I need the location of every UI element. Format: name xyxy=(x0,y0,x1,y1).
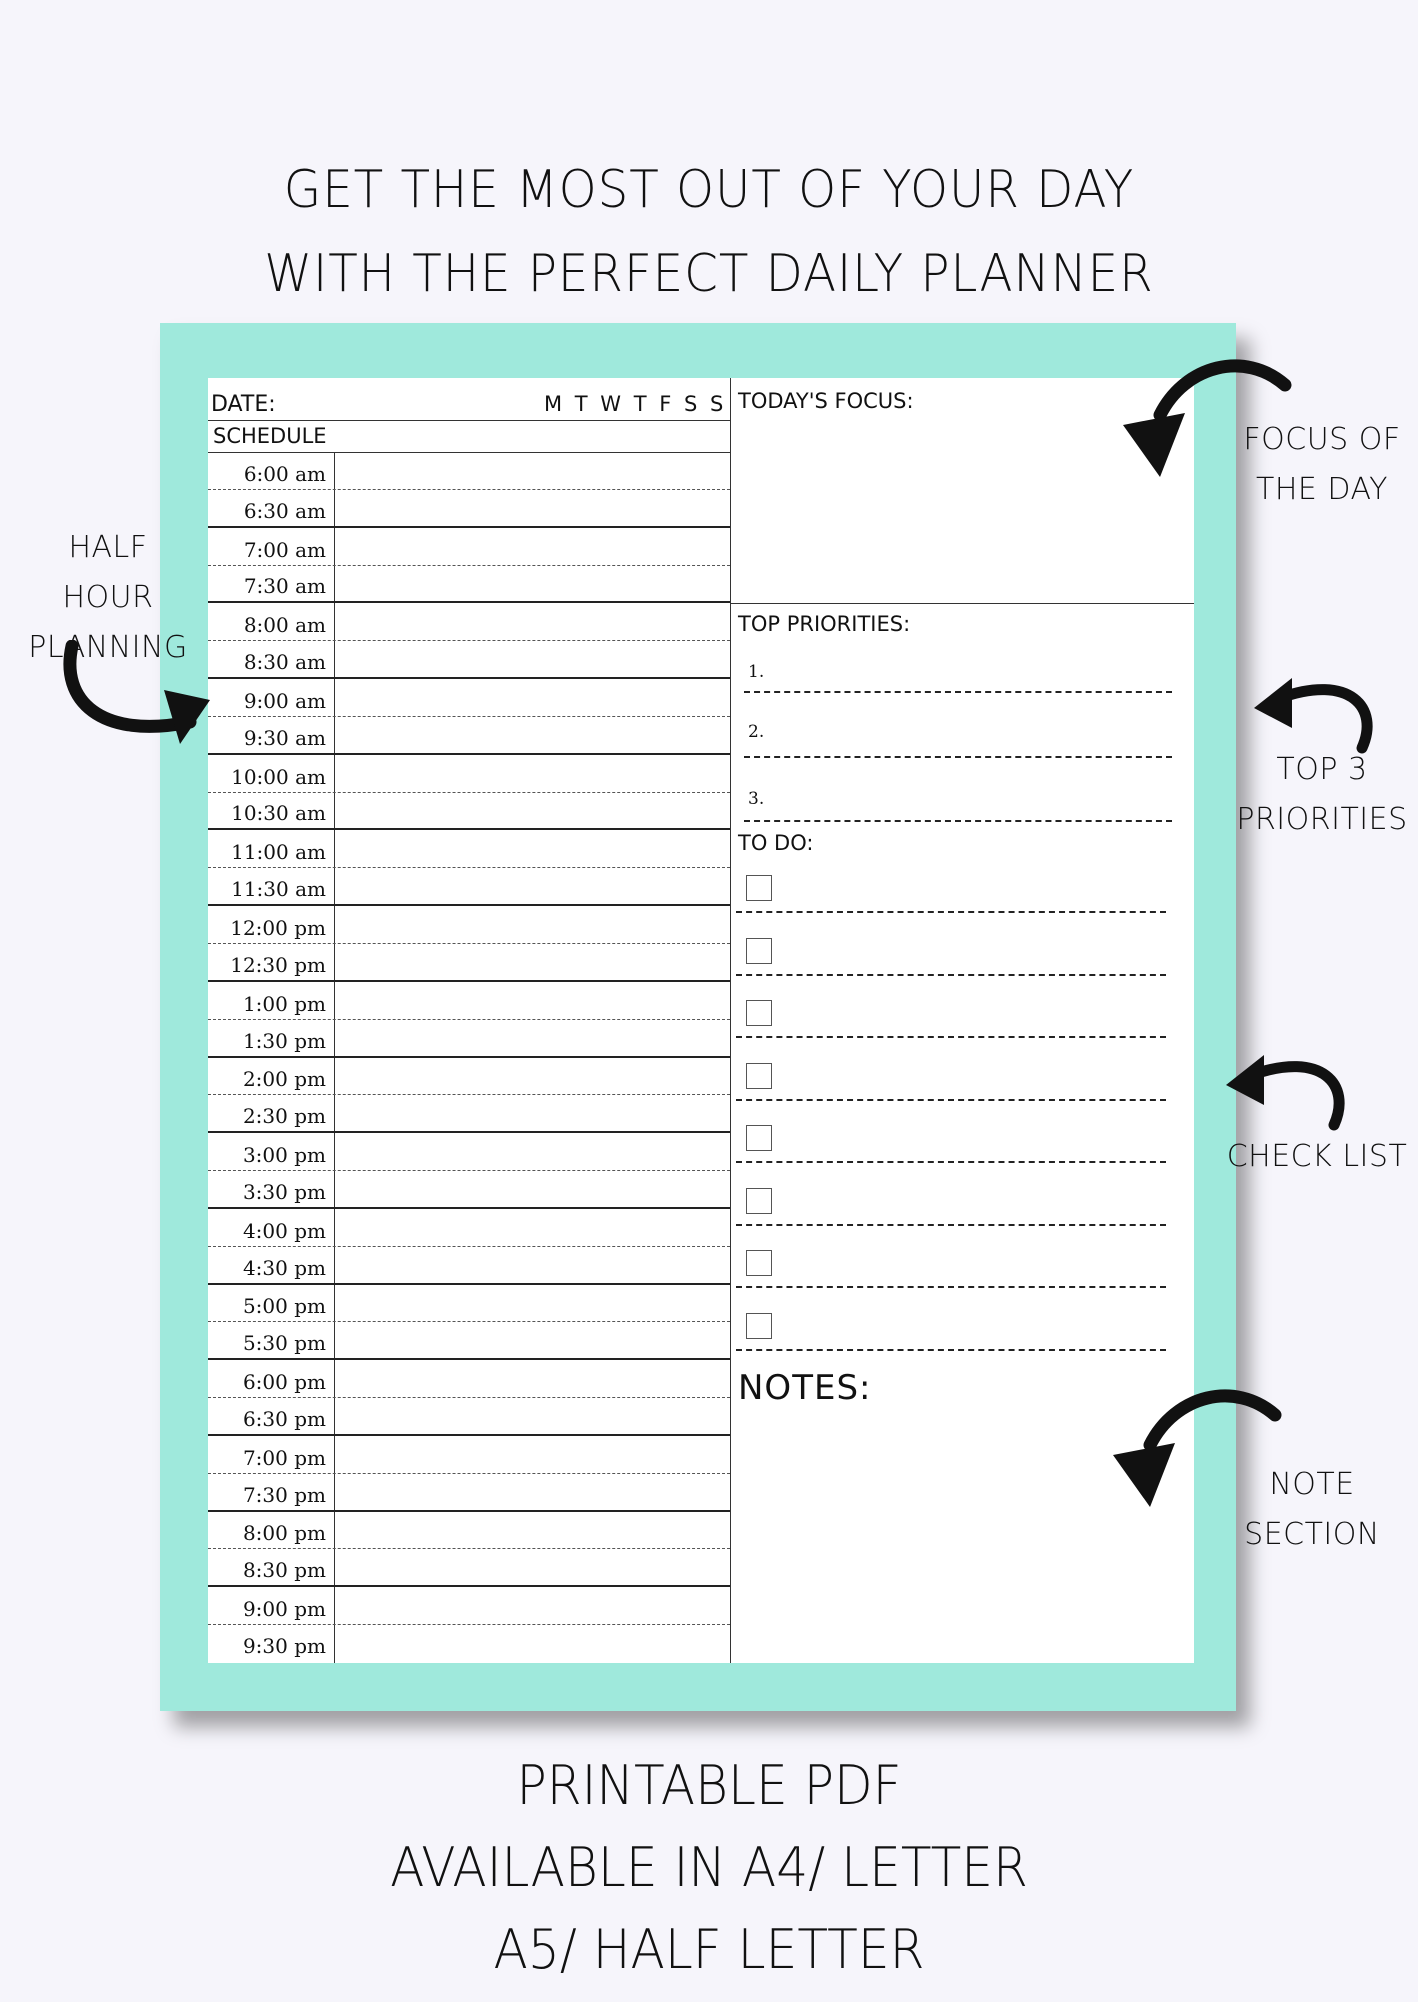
planner-frame xyxy=(160,323,1236,1711)
weekday-letters: M T W T F S S xyxy=(544,392,727,416)
time-label: 2:00 pm xyxy=(242,1067,326,1092)
time-label: 8:30 am xyxy=(243,650,326,675)
todo-line xyxy=(736,911,1166,913)
time-label: 8:00 pm xyxy=(242,1521,326,1546)
todo-line xyxy=(736,1349,1166,1351)
time-label: 3:00 pm xyxy=(242,1143,326,1168)
annotation-text: CHECK LIST xyxy=(1226,1139,1408,1174)
annotation-text: THE DAY xyxy=(1256,472,1388,507)
time-label: 6:30 am xyxy=(243,498,326,523)
headline-line-1: GET THE MOST OUT OF YOUR DAY xyxy=(283,160,1135,220)
time-label: 7:00 pm xyxy=(242,1445,326,1470)
todo-checkbox[interactable] xyxy=(746,875,772,901)
focus-label: TODAY'S FOCUS: xyxy=(738,389,914,413)
arrow-icon xyxy=(60,640,230,750)
arrow-icon xyxy=(1250,668,1380,758)
time-label: 11:00 am xyxy=(231,840,326,865)
time-slot[interactable] xyxy=(208,793,730,831)
time-label: 7:30 am xyxy=(243,574,326,599)
time-slot[interactable] xyxy=(208,1095,730,1133)
time-slot[interactable] xyxy=(208,1512,730,1550)
time-slot[interactable] xyxy=(208,1436,730,1474)
time-slot[interactable] xyxy=(208,1058,730,1096)
time-label: 9:00 am xyxy=(243,688,326,713)
todo-line xyxy=(736,974,1166,976)
time-slot[interactable] xyxy=(208,944,730,982)
priority-line xyxy=(744,820,1172,822)
time-label: 9:00 pm xyxy=(242,1597,326,1622)
todo-line xyxy=(736,1224,1166,1226)
date-row xyxy=(208,378,730,421)
time-label: 2:30 pm xyxy=(242,1104,326,1129)
time-label: 5:30 pm xyxy=(242,1331,326,1356)
time-slot[interactable] xyxy=(208,755,730,793)
headline xyxy=(0,148,1418,316)
todo-label: TO DO: xyxy=(738,831,814,855)
annotation-text: PRIORITIES xyxy=(1236,802,1408,837)
priority-number: 3. xyxy=(748,789,765,809)
time-label: 12:30 pm xyxy=(230,952,326,977)
time-label: 12:00 pm xyxy=(230,915,326,940)
time-slot[interactable] xyxy=(208,490,730,528)
todo-checkbox[interactable] xyxy=(746,1125,772,1151)
time-label: 7:00 am xyxy=(243,537,326,562)
headline-line-2: WITH THE PERFECT DAILY PLANNER xyxy=(264,244,1154,304)
time-slot[interactable] xyxy=(208,1020,730,1058)
todo-line xyxy=(736,1099,1166,1101)
time-label: 1:00 pm xyxy=(242,991,326,1016)
schedule-label: SCHEDULE xyxy=(213,424,327,448)
footer xyxy=(0,1745,1418,1991)
todo-checkbox[interactable] xyxy=(746,1000,772,1026)
annotation-text: SECTION xyxy=(1244,1517,1380,1552)
time-label: 9:30 am xyxy=(243,725,326,750)
time-slot[interactable] xyxy=(208,1285,730,1323)
time-slot[interactable] xyxy=(208,830,730,868)
time-slot[interactable] xyxy=(208,452,730,490)
time-slot[interactable] xyxy=(208,1247,730,1285)
time-slot[interactable] xyxy=(208,906,730,944)
time-slot[interactable] xyxy=(208,1322,730,1360)
annotation-priorities xyxy=(1232,745,1412,845)
annotation-text: PLANNING xyxy=(28,630,188,665)
time-label: 6:30 pm xyxy=(242,1406,326,1431)
annotation-text: TOP 3 xyxy=(1276,752,1368,787)
time-label: 6:00 am xyxy=(243,461,326,486)
time-label: 1:30 pm xyxy=(242,1028,326,1053)
todo-line xyxy=(736,1036,1166,1038)
annotation-text: NOTE xyxy=(1269,1467,1355,1502)
focus-divider xyxy=(730,603,1194,604)
time-slot[interactable] xyxy=(208,1625,730,1661)
annotation-text: FOCUS OF xyxy=(1243,422,1401,457)
priority-line xyxy=(744,691,1172,693)
schedule-column xyxy=(208,378,731,1663)
time-label: 4:00 pm xyxy=(242,1218,326,1243)
arrow-icon xyxy=(1105,1385,1285,1515)
footer-line-1: PRINTABLE PDF xyxy=(516,1754,902,1817)
time-slot[interactable] xyxy=(208,868,730,906)
date-label: DATE: xyxy=(211,392,276,417)
planner-sheet xyxy=(208,378,1194,1663)
schedule-header xyxy=(208,420,730,453)
time-label: 10:00 am xyxy=(231,764,326,789)
todo-checkbox[interactable] xyxy=(746,938,772,964)
time-slot[interactable] xyxy=(208,1587,730,1625)
time-label: 5:00 pm xyxy=(242,1294,326,1319)
time-label: 8:30 pm xyxy=(242,1558,326,1583)
time-slot[interactable] xyxy=(208,1474,730,1512)
todo-checkbox[interactable] xyxy=(746,1063,772,1089)
notes-label: NOTES: xyxy=(738,1368,872,1408)
todo-line xyxy=(736,1161,1166,1163)
annotation-text: HALF HOUR xyxy=(62,530,154,615)
time-slot[interactable] xyxy=(208,982,730,1020)
time-label: 3:30 pm xyxy=(242,1179,326,1204)
todo-line xyxy=(736,1286,1166,1288)
priority-number: 1. xyxy=(748,662,765,682)
time-label: 11:30 am xyxy=(231,877,326,902)
time-label: 10:30 am xyxy=(231,801,326,826)
time-slot[interactable] xyxy=(208,717,730,755)
time-slot[interactable] xyxy=(208,679,730,717)
time-slot[interactable] xyxy=(208,1549,730,1587)
time-slot[interactable] xyxy=(208,1171,730,1209)
arrow-icon xyxy=(1115,355,1295,485)
todo-checkbox[interactable] xyxy=(746,1313,772,1339)
time-slot[interactable] xyxy=(208,528,730,566)
priorities-label: TOP PRIORITIES: xyxy=(738,612,911,636)
time-slot[interactable] xyxy=(208,1360,730,1398)
priority-number: 2. xyxy=(748,722,765,742)
time-label: 7:30 pm xyxy=(242,1482,326,1507)
time-label: 6:00 pm xyxy=(242,1370,326,1395)
footer-line-2: AVAILABLE IN A4/ LETTER xyxy=(390,1836,1028,1899)
time-slot[interactable] xyxy=(208,566,730,604)
time-slot[interactable] xyxy=(208,641,730,679)
time-label: 9:30 pm xyxy=(242,1634,326,1658)
todo-checkbox[interactable] xyxy=(746,1250,772,1276)
time-label: 4:30 pm xyxy=(242,1255,326,1280)
footer-line-3: A5/ HALF LETTER xyxy=(493,1918,925,1981)
arrow-icon xyxy=(1222,1045,1352,1135)
time-slot[interactable] xyxy=(208,1133,730,1171)
todo-checkbox[interactable] xyxy=(746,1188,772,1214)
priority-line xyxy=(744,756,1172,758)
time-slot[interactable] xyxy=(208,1398,730,1436)
time-label: 8:00 am xyxy=(243,613,326,638)
time-slot[interactable] xyxy=(208,603,730,641)
time-slot[interactable] xyxy=(208,1209,730,1247)
annotation-checklist xyxy=(1222,1132,1412,1182)
